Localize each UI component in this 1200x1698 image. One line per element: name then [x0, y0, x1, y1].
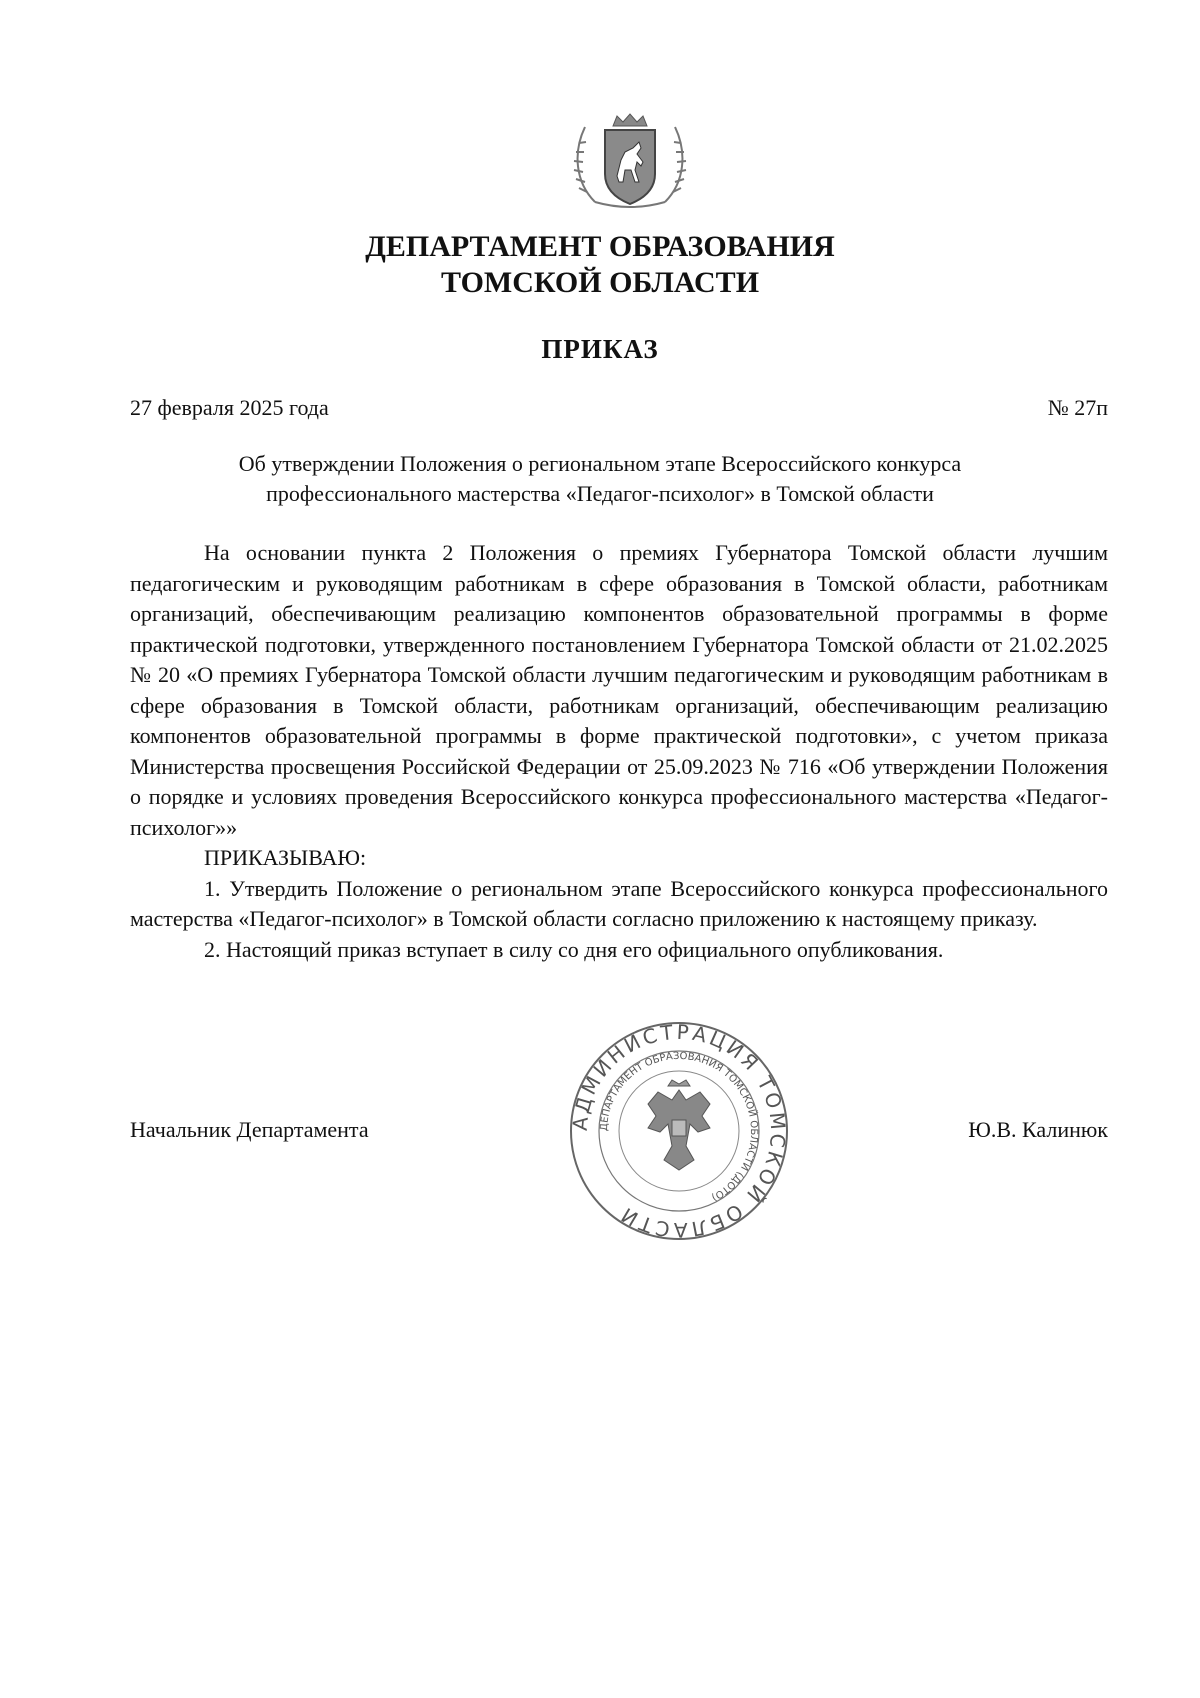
subject-line1: Об утверждении Положения о региональном этапе Всероссийского конкурса	[238, 451, 962, 476]
order-item-1: 1. Утвердить Положение о региональном этапе Всероссийского конкурса профессионального мастерства «Педагог-психолог» в Томской области согласно приложению к настоящему приказу.	[130, 875, 1108, 931]
order-item-2: 2. Настоящий приказ вступает в силу со дня его официального опубликования.	[204, 936, 944, 962]
department-name-line1: ДЕПАРТАМЕНТ ОБРАЗОВАНИЯ	[365, 230, 835, 263]
order-date: 27 февраля 2025 года	[130, 395, 329, 420]
order-number: № 27п	[1047, 395, 1108, 420]
subject-line2: профессионального мастерства «Педагог-психолог» в Томской области	[266, 481, 934, 506]
official-seal-stamp	[568, 1020, 790, 1242]
document-title: ПРИКАЗ	[541, 334, 659, 364]
seal-outer-text: АДМИНИСТРАЦИЯ ТОМСКОЙ ОБЛАСТИ	[568, 1020, 790, 1242]
eagle-emblem-icon	[648, 1080, 710, 1170]
signatory-name: Ю.В. Калинюк	[968, 1117, 1108, 1142]
signatory-position: Начальник Департамента	[130, 1117, 369, 1142]
department-name-line2: ТОМСКОЙ ОБЛАСТИ	[440, 266, 760, 299]
order-subject	[150, 449, 1050, 509]
coat-of-arms-emblem	[565, 112, 695, 212]
order-body	[130, 538, 1108, 965]
preamble-paragraph: На основании пункта 2 Положения о премиях Губернатора Томской области лучшим педагогическим и руководящим работникам в сфере образования в Томской области, работникам организаций, обеспечивающим реализацию компонентов образовательной программы в форме практической подготовки, утвержденного постановлением Губернатора Томской области от 21.02.2025 № 20 «О премиях Губернатора Томской области лучшим педагогическим и руководящим работникам в сфере образования в Томской области, работникам организаций, обеспечивающим реализацию компонентов образовательной программы в форме практической подготовки», с учетом приказа Министерства просвещения Российской Федерации от 25.09.2023 № 716 «Об утверждении Положения о порядке и условиях проведения Всероссийского конкурса профессионального мастерства «Педагог-психолог»»	[130, 540, 1108, 840]
seal-inner-text: ДЕПАРТАМЕНТ ОБРАЗОВАНИЯ ТОМСКОЙ ОБЛАСТИ (ДОТО)	[598, 1050, 760, 1203]
order-directive: ПРИКАЗЫВАЮ:	[204, 845, 367, 870]
